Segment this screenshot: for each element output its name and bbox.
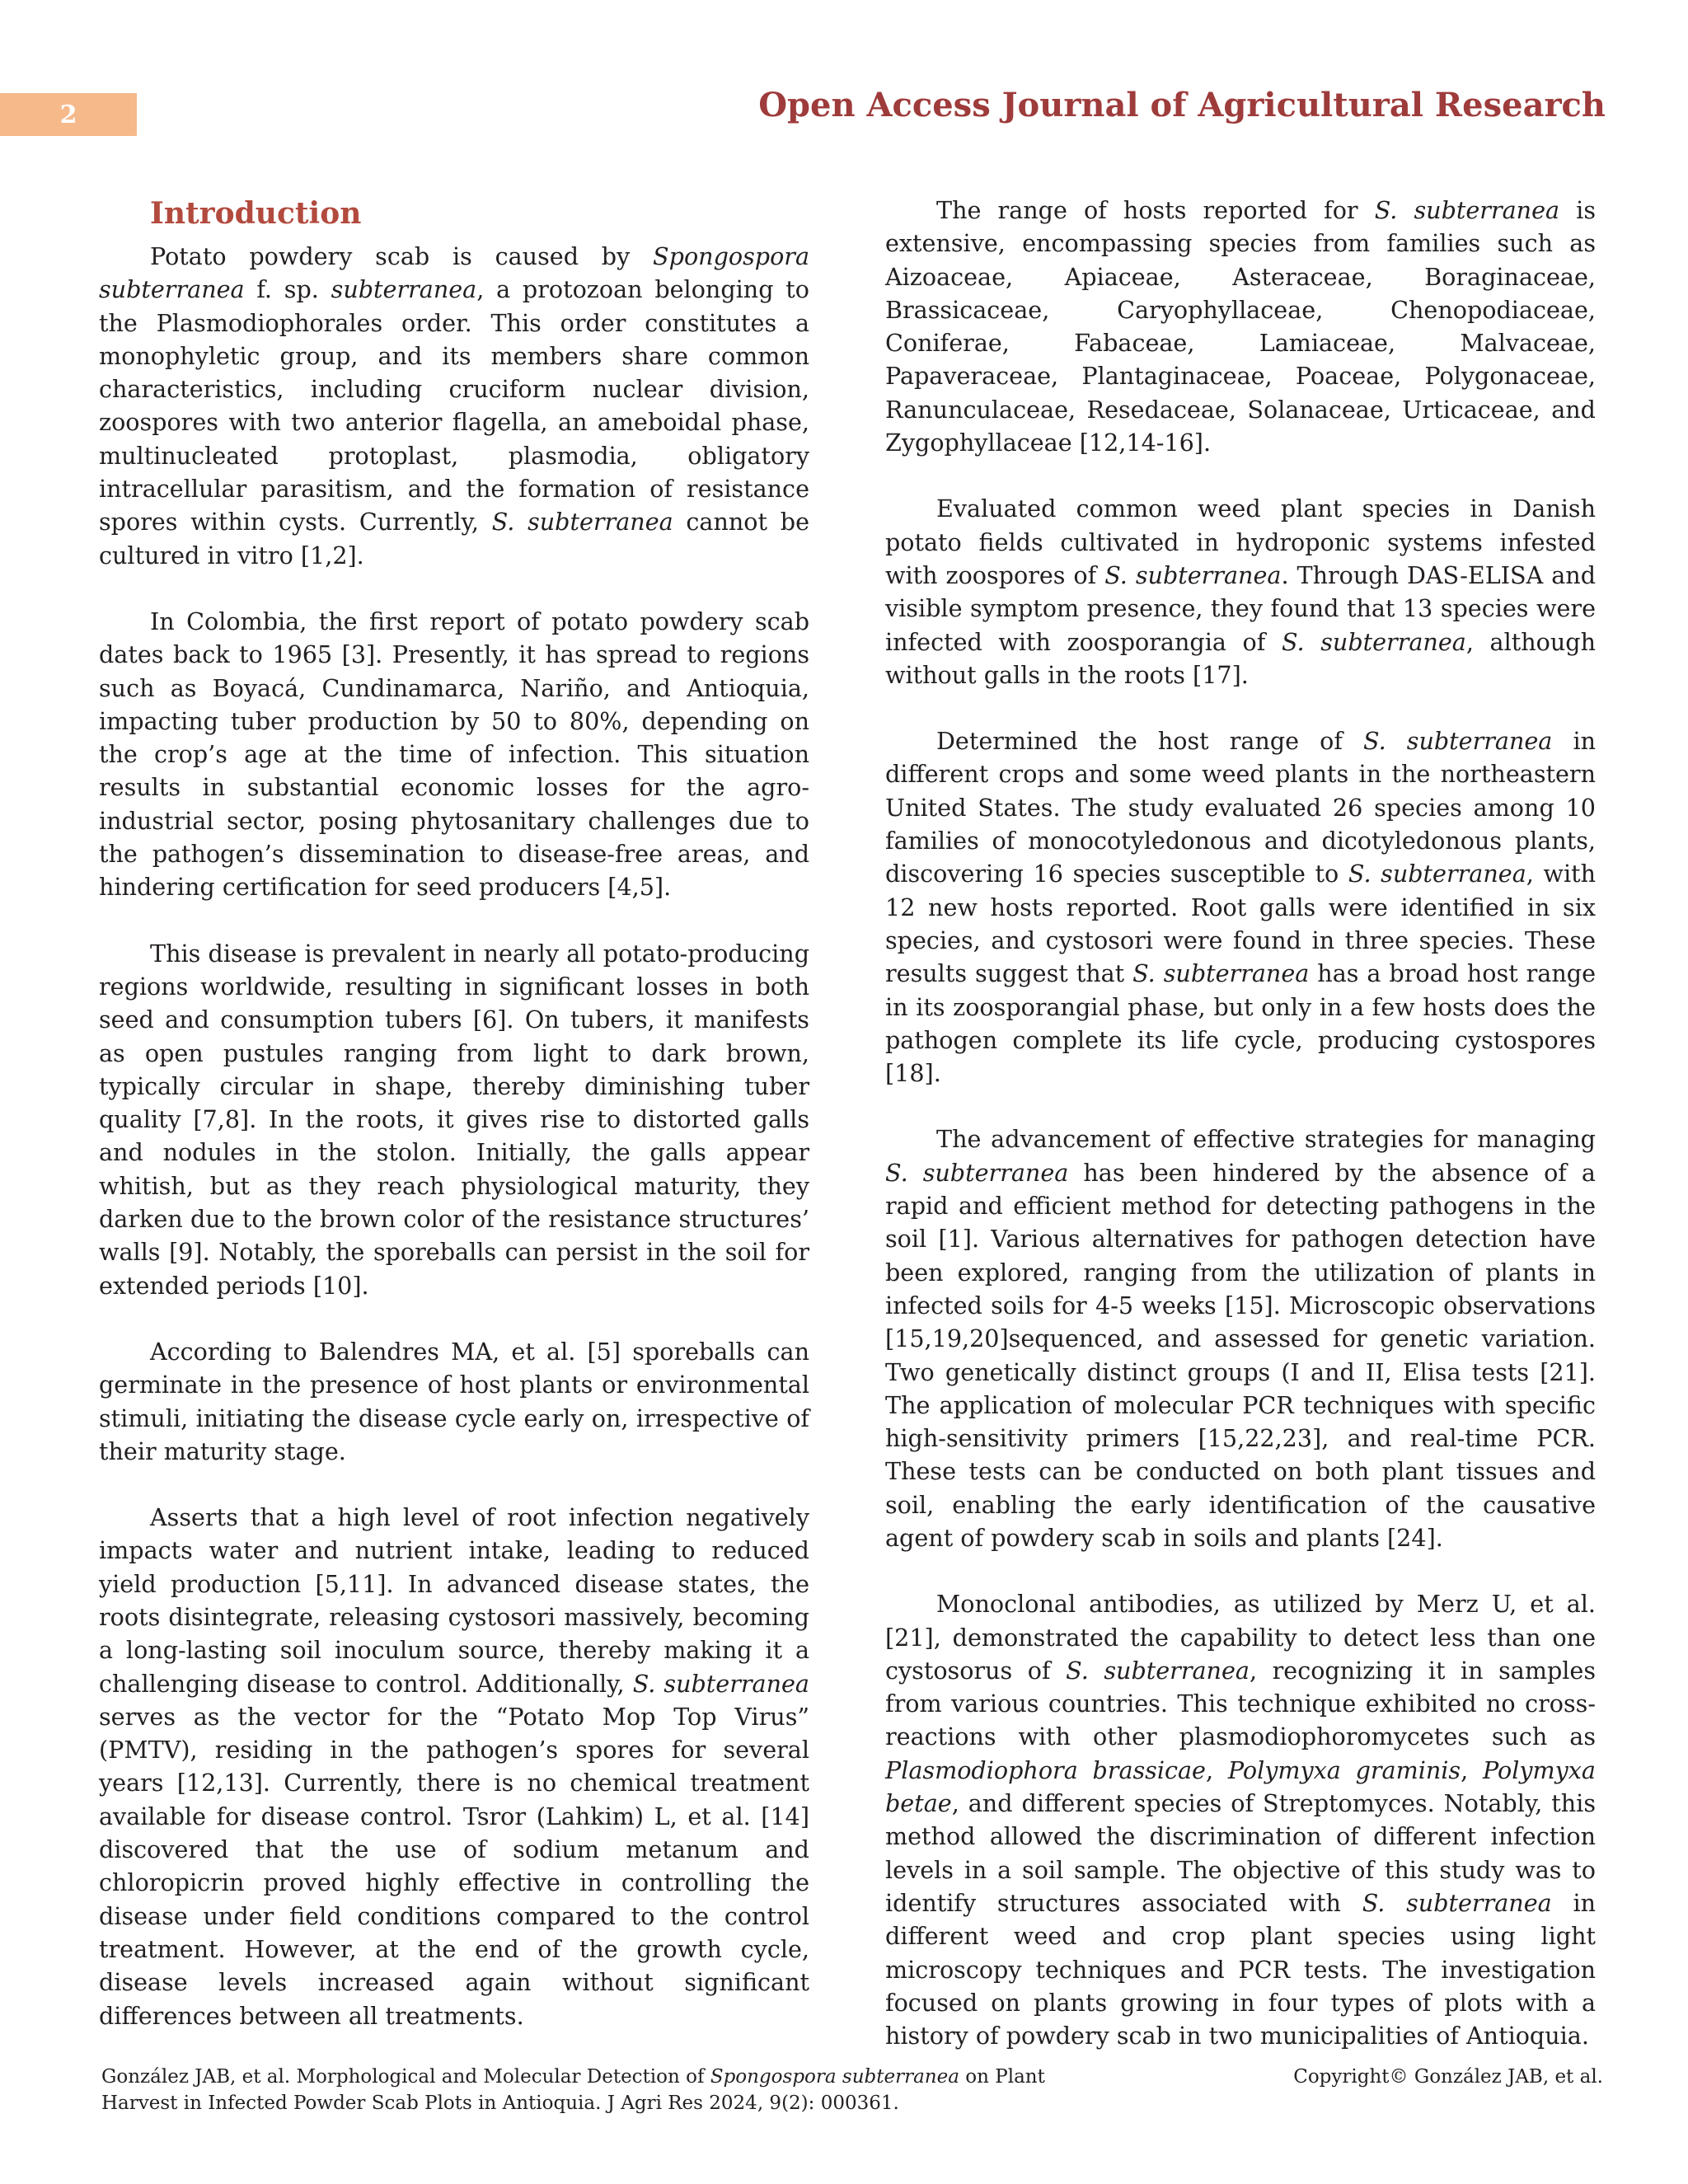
italic-text: Spongospora subterranea (99, 242, 809, 304)
journal-title: Open Access Journal of Agricultural Research (758, 86, 1606, 124)
text-run: in different weed and crop plant species using light microscopy techniques and PCR tests. The investigation focused on plants growing in four types of plots with a history of powdery scab in two municipalities of Antioquia. (885, 1888, 1597, 2050)
text-run: The advancement of effective strategies for managing (936, 1125, 1596, 1154)
text-run: , and different species of Streptomyces. Notably, this method allowed the discrimination of different infection levels in a soil sample. The objective of this study was to identify structures associated with (885, 1789, 1596, 1917)
text-run: , (1461, 1755, 1483, 1784)
text-run: According to Balendres MA, et al. [5] sporeballs can germinate in the presence of host plants or environmental stimuli, initiating the disease cycle early on, irrespective of their maturity stage. (99, 1337, 809, 1465)
text-run: , with 12 new hosts reported. Root galls were identified in six species, and cystosori were found in three species. These results suggest that (885, 860, 1596, 988)
text-run: Potato powdery scab is caused by (150, 242, 654, 270)
text-run: Monoclonal antibodies, as utilized by Merz U, et al. [21], demonstrated the capability to detect less than one cystosorus of (885, 1590, 1596, 1685)
text-run: is extensive, encompassing species from families such as Aizoaceae, Apiaceae, Asteraceae, Boraginaceae, Brassicaceae, Caryophyllaceae, Chenopodiaceae, Coniferae, Fabaceae, Lamiaceae, Malvaceae, Papaveraceae, Plantaginaceae, Poaceae, Polygonaceae, Ranunculaceae, Resedaceae, Solanaceae, Urticaceae, and Zygophyllaceae [12,14-16]. (885, 196, 1596, 457)
italic-text: Polymyxa betae (885, 1755, 1596, 1818)
body-paragraph (885, 194, 1596, 459)
text-run: The range of hosts reported for (936, 196, 1375, 224)
page-number: 2 (0, 93, 137, 136)
italic-text: Polymyxa graminis (1227, 1755, 1461, 1784)
text-run: González JAB, et al. Morphological and Molecular Detection of (101, 2066, 710, 2088)
text-run: In Colombia, the first report of potato powdery scab dates back to 1965 [3]. Presently, it has spread to regions such as Boyacá, Cundinamarca, Nariño, and Antioquia, impacting tuber production by 50 to 80%, depending on the crop’s age at the time of infection. This situation results in substantial economic losses for the agro-industrial sector, posing phytosanitary challenges due to the pathogen’s dissemination to disease-free areas, and hindering certification for seed producers [4,5]. (99, 607, 809, 902)
text-run: has been hindered by the absence of a rapid and efficient method for detecting pathogens in the soil [1]. Various alternatives for pathogen detection have been explored, ranging from the utilization of plants in infected soils for 4-5 weeks [15]. Microscopic observations [15,19,20]sequenced, and assessed for genetic variation. Two genetically distinct groups (I and II, Elisa tests [21]. The application of molecular PCR techniques with specific high-sensitivity primers [15,22,23], and real-time PCR. These tests can be conducted on both plant tissues and soil, enabling the early identification of the causative agent of powdery scab in soils and plants [24]. (885, 1158, 1596, 1552)
body-paragraph (99, 1335, 809, 1468)
text-run: , (1205, 1755, 1228, 1784)
footer-copyright: Copyright© González JAB, et al. (1293, 2066, 1603, 2088)
right-paragraphs (885, 194, 1596, 2052)
italic-text: subterranea (331, 275, 477, 304)
italic-text: Spongospora subterranea (710, 2066, 959, 2088)
text-run: serves as the vector for the “Potato Mop Top Virus” (PMTV), residing in the pathogen’s spores for several years [12,13]. Currently, there is no chemical treatment available for disease control. Tsror (Lahkim) L, et al. [14] discovered that the use of sodium metanum and chloropicrin proved highly effective in controlling the disease under field conditions compared to the control treatment. However, at the end of the growth cycle, disease levels increased again without significant differences between all treatments. (99, 1702, 809, 2030)
body-paragraph (99, 937, 809, 1302)
italic-text: Plasmodiophora brassicae (885, 1755, 1206, 1784)
italic-text: S. subterranea (885, 1158, 1069, 1187)
italic-text: S. subterranea (1281, 627, 1466, 656)
left-column (99, 194, 809, 2032)
text-run: Determined the host range of (936, 727, 1364, 756)
italic-text: S. subterranea (1362, 1888, 1552, 1917)
section-heading: Introduction (150, 196, 362, 231)
body-paragraph (99, 605, 809, 904)
body-paragraph (885, 724, 1596, 1090)
italic-text: S. subterranea (632, 1669, 809, 1698)
text-run: Asserts that a high level of root infection negatively impacts water and nutrient intake, leading to reduced yield production [5,11]. In advanced disease states, the roots disintegrate, releasing cystosori massively, becoming a long-lasting soil inoculum source, thereby making it a challenging disease to control. Additionally, (99, 1503, 809, 1698)
text-run: , a protozoan belonging to the Plasmodiophorales order. This order constitutes a monophyletic group, and its members share common characteristics, including cruciform nuclear division, zoospores with two anterior flagella, an ameboidal phase, multinucleated protoplast, plasmodia, obligatory intracellular parasitism, and the formation of resistance spores within cysts. Currently, (99, 275, 809, 537)
left-paragraphs (99, 240, 809, 2032)
text-run: in different crops and some weed plants in the northeastern United States. The study evaluated 26 species among 10 families of monocotyledonous and dicotyledonous plants, discovering 16 species susceptible to (885, 727, 1597, 888)
italic-text: S. subterranea (1132, 959, 1310, 988)
body-paragraph (885, 1587, 1596, 2052)
italic-text: S. subterranea (491, 508, 673, 537)
text-run: , although without galls in the roots [17]. (885, 627, 1596, 689)
footer-citation (101, 2064, 1090, 2116)
body-paragraph (885, 1122, 1596, 1554)
body-paragraph (885, 492, 1596, 691)
italic-text: S. subterranea (1104, 560, 1282, 589)
italic-text: S. subterranea (1363, 727, 1553, 756)
text-run: cannot be cultured in vitro [1,2]. (99, 508, 809, 569)
italic-text: S. subterranea (1066, 1656, 1250, 1685)
text-run: This disease is prevalent in nearly all potato-producing regions worldwide, resulting in significant losses in both seed and consumption tubers [6]. On tubers, it manifests as open pustules ranging from light to dark brown, typically circular in shape, thereby diminishing tuber quality [7,8]. In the roots, it gives rise to distorted galls and nodules in the stolon. Initially, the galls appear whitish, but as they reach physiological maturity, they darken due to the brown color of the resistance structures’ walls [9]. Notably, the sporeballs can persist in the soil for extended periods [10]. (99, 939, 809, 1300)
right-column (885, 194, 1596, 2052)
italic-text: S. subterranea (1374, 196, 1560, 224)
text-run: Evaluated common weed plant species in Danish potato fields cultivated in hydroponic systems infested with zoospores of (885, 494, 1596, 589)
body-paragraph (99, 1501, 809, 2032)
text-run: has a broad host range in its zoosporangial phase, but only in a few hosts does the pathogen complete its life cycle, producing cystospores [18]. (885, 959, 1596, 1088)
text-run: . Through DAS-ELISA and visible symptom presence, they found that 13 species were infected with zoosporangia of (885, 560, 1596, 656)
text-run: on Plant Harvest in Infected Powder Scab Plots in Antioquia. J Agri Res 2024, 9(2): 000361. (101, 2066, 1045, 2114)
text-run: , recognizing it in samples from various countries. This technique exhibited no cross-reactions with other plasmodiophoromycetes such as (885, 1656, 1597, 1751)
text-run: f. sp. (244, 275, 331, 304)
italic-text: S. subterranea (1348, 860, 1526, 888)
body-paragraph (99, 240, 809, 572)
